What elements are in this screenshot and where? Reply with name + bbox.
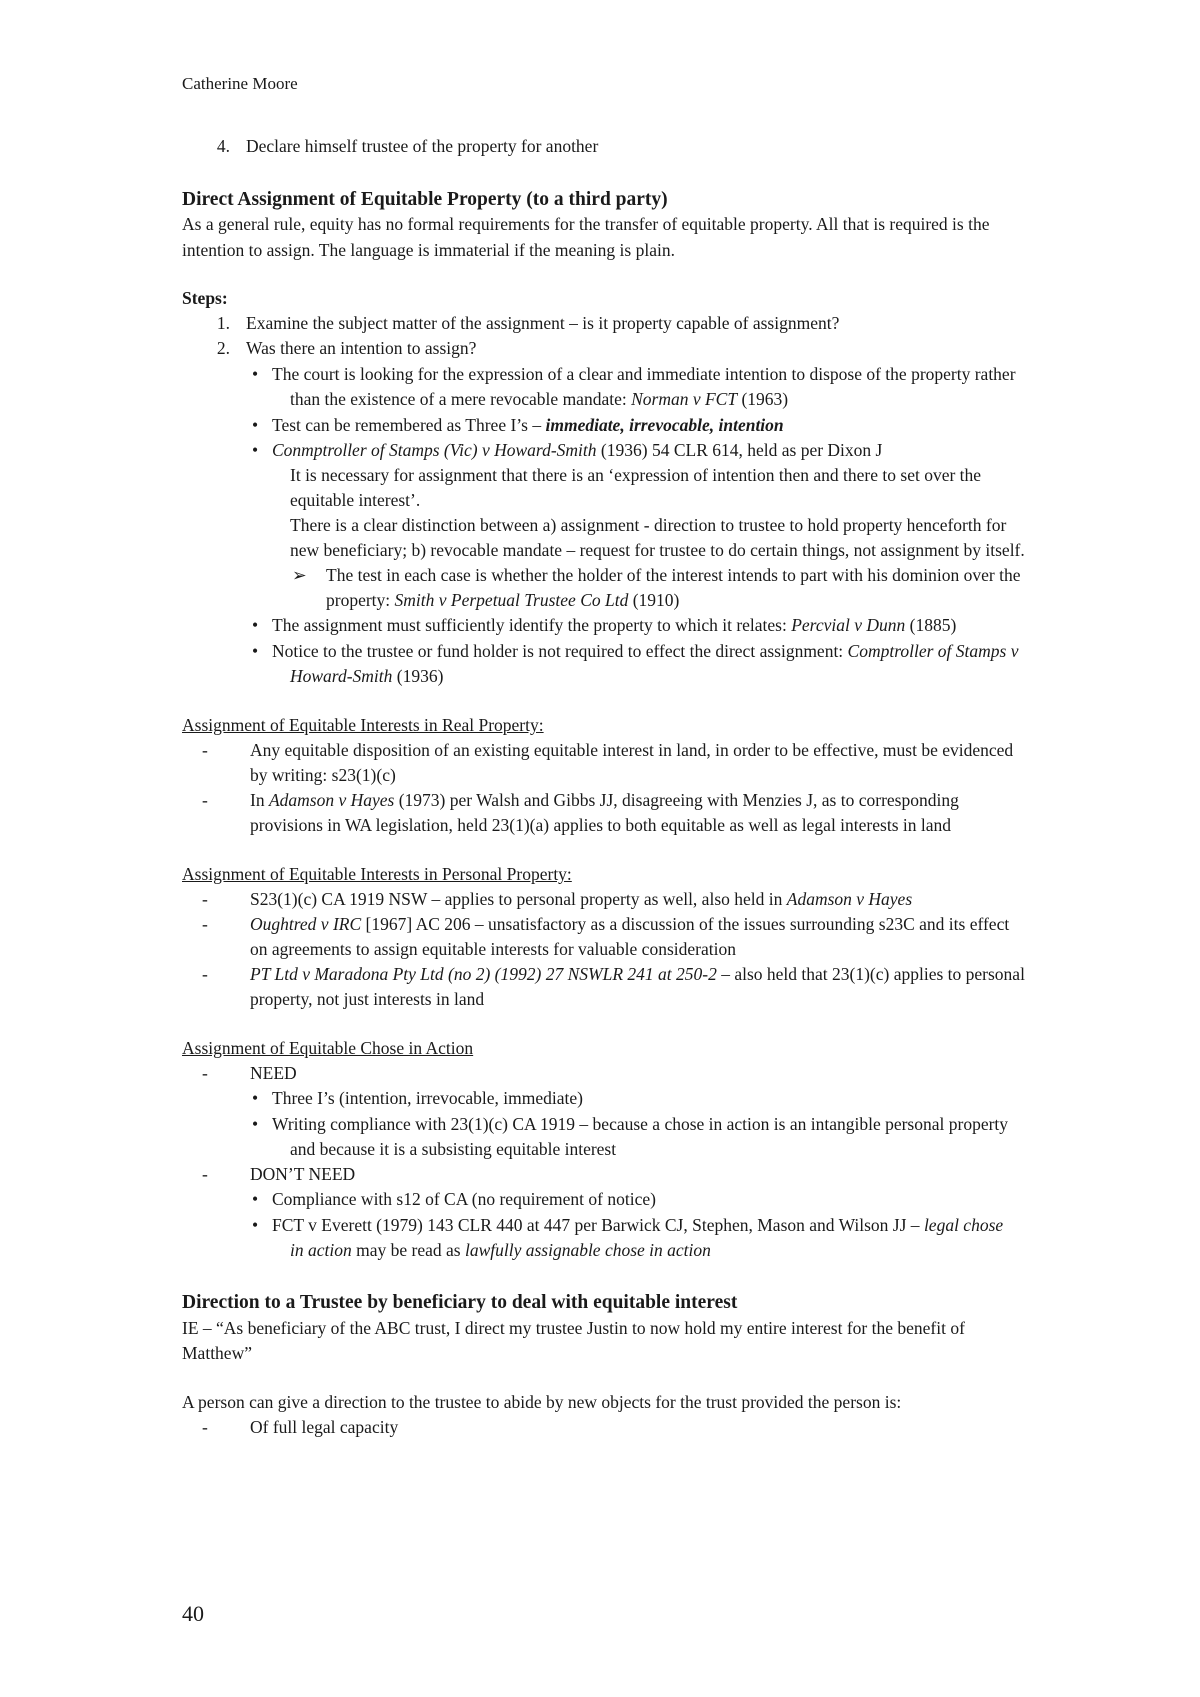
text-run: (1973) per Walsh and Gibbs JJ, disagreeing with Menzies J, as to corresponding [394, 790, 959, 810]
bullet-continuation [290, 1237, 711, 1264]
bullet-continuation: and because it is a subsisting equitable interest [290, 1139, 617, 1159]
dash-item [202, 737, 1013, 764]
emphasis-text: immediate, irrevocable, intention [545, 415, 784, 435]
case-name: Percvial v Dunn [791, 615, 906, 635]
bullet-icon: • [252, 641, 259, 661]
list-number: 1. [216, 313, 230, 333]
dash-bullet: - [202, 914, 208, 934]
paragraph-line: As a general rule, equity has no formal requirements for the transfer of equitable property. All that is required is the [182, 214, 990, 234]
dash-continuation: provisions in WA legislation, held 23(1)(a) applies to both equitable as well as legal interests in land [250, 815, 951, 835]
dash-continuation: property, not just interests in land [250, 989, 485, 1009]
dash-item [202, 961, 1025, 988]
bullet-item [252, 1186, 656, 1213]
subheading-personal-property: Assignment of Equitable Interests in Personal Property: [182, 864, 572, 884]
bullet-icon: • [252, 415, 259, 435]
bullet-continuation [290, 663, 443, 690]
case-name: Oughtred v IRC [250, 914, 362, 934]
dash-item [202, 787, 959, 814]
bullet-text: The court is looking for the expression of a clear and immediate intention to dispose of the property rather [272, 364, 1016, 384]
text-run: (1936) [392, 666, 444, 686]
page-number: 40 [182, 1601, 204, 1626]
list-item-text: Was there an intention to assign? [246, 338, 477, 358]
bullet-continuation: There is a clear distinction between a) assignment - direction to trustee to hold property henceforth for [290, 515, 1007, 535]
text-run: than the existence of a mere revocable mandate: [290, 389, 632, 409]
bullet-icon: • [252, 1114, 259, 1134]
text-run: (1910) [628, 590, 680, 610]
dash-item [202, 911, 1009, 938]
emphasis-text: legal chose [923, 1215, 1004, 1235]
text-run: (1885) [905, 615, 957, 635]
page-header-author: Catherine Moore [182, 74, 298, 93]
paragraph-line: Matthew” [182, 1343, 252, 1363]
text-run: S23(1)(c) CA 1919 NSW – applies to personal property as well, also held in [250, 889, 787, 909]
list-item-text: Declare himself trustee of the property for another [246, 136, 599, 156]
bullet-item [252, 361, 1016, 388]
step-item-1 [202, 310, 839, 337]
text-run: (1936) 54 CLR 614, held as per Dixon J [596, 440, 883, 460]
bullet-icon: • [252, 440, 259, 460]
bullet-icon: • [252, 1215, 259, 1235]
list-item-4 [202, 133, 598, 160]
bullet-icon: • [252, 364, 259, 384]
dash-bullet: - [202, 1164, 208, 1184]
list-number: 2. [216, 338, 230, 358]
text-run: [1967] AC 206 – unsatisfactory as a discussion of the issues surrounding s23C and its effect [361, 914, 1010, 934]
subheading-chose-in-action: Assignment of Equitable Chose in Action [182, 1038, 474, 1058]
dash-bullet: - [202, 889, 208, 909]
bullet-continuation [290, 386, 788, 413]
text-run: Test can be remembered as Three I’s – [272, 415, 546, 435]
bullet-icon: • [252, 615, 259, 635]
text-run: property: [326, 590, 395, 610]
dash-continuation: by writing: s23(1)(c) [250, 765, 396, 785]
steps-label: Steps: [182, 288, 228, 308]
bullet-item [252, 1085, 583, 1112]
dash-bullet: - [202, 1417, 208, 1437]
paragraph-line: A person can give a direction to the trustee to abide by new objects for the trust provided the person is: [182, 1392, 902, 1412]
dash-text: Any equitable disposition of an existing equitable interest in land, in order to be effective, must be evidenced [250, 740, 1014, 760]
paragraph-line: intention to assign. The language is immaterial if the meaning is plain. [182, 240, 675, 260]
text-run: In [250, 790, 269, 810]
text-run: Notice to the trustee or fund holder is not required to effect the direct assignment: [272, 641, 848, 661]
bullet-continuation: equitable interest’. [290, 490, 421, 510]
arrow-text: The test in each case is whether the holder of the interest intends to part with his dominion over the [326, 565, 1021, 585]
dash-text: Of full legal capacity [250, 1417, 399, 1437]
bullet-item [252, 638, 1019, 665]
text-run: – also held that 23(1)(c) applies to personal [716, 964, 1025, 984]
text-run: (1963) [737, 389, 789, 409]
dash-text: NEED [250, 1063, 297, 1083]
bullet-continuation: new beneficiary; b) revocable mandate – request for trustee to do certain things, not assignment by itself. [290, 540, 1025, 560]
dash-bullet: - [202, 740, 208, 760]
bullet-item [252, 1111, 1008, 1138]
subheading-real-property: Assignment of Equitable Interests in Real Property: [182, 715, 544, 735]
arrow-item [292, 562, 1020, 589]
case-name: Conmptroller of Stamps (Vic) v Howard-Smith [272, 440, 597, 460]
dash-item [202, 886, 912, 913]
paragraph-line: IE – “As beneficiary of the ABC trust, I direct my trustee Justin to now hold my entire interest for the benefit of [182, 1318, 965, 1338]
case-name: Adamson v Hayes [268, 790, 395, 810]
bullet-item [252, 437, 882, 464]
emphasis-text: in action [290, 1240, 352, 1260]
bullet-text: Writing compliance with 23(1)(c) CA 1919 – because a chose in action is an intangible personal property [272, 1114, 1009, 1134]
bullet-text: Compliance with s12 of CA (no requirement of notice) [272, 1189, 656, 1209]
bullet-icon: • [252, 1088, 259, 1108]
case-name: PT Ltd v Maradona Pty Ltd (no 2) (1992) 27 NSWLR 241 at 250-2 [250, 964, 717, 984]
arrow-continuation [326, 587, 679, 614]
dash-bullet: - [202, 964, 208, 984]
dash-item [202, 1161, 355, 1188]
dash-item [202, 1414, 398, 1441]
bullet-text: Three I’s (intention, irrevocable, immediate) [272, 1088, 583, 1108]
emphasis-text: lawfully assignable chose in action [464, 1240, 711, 1260]
bullet-icon: • [252, 1189, 259, 1209]
text-run: The assignment must sufficiently identify the property to which it relates: [272, 615, 792, 635]
list-number: 4. [216, 136, 230, 156]
bullet-item [252, 612, 956, 639]
case-name: Smith v Perpetual Trustee Co Ltd [394, 590, 629, 610]
dash-bullet: - [202, 790, 208, 810]
case-name: Adamson v Hayes [786, 889, 913, 909]
case-name: Comptroller of Stamps v [847, 641, 1019, 661]
text-run: FCT v Everett (1979) 143 CLR 440 at 447 per Barwick CJ, Stephen, Mason and Wilson JJ – [272, 1215, 924, 1235]
bullet-continuation: It is necessary for assignment that there is an ‘expression of intention then and there to set over the [290, 465, 982, 485]
step-item-2 [202, 335, 476, 362]
dash-text: DON’T NEED [250, 1164, 356, 1184]
text-run: may be read as [351, 1240, 465, 1260]
arrow-bullet-icon: ➢ [292, 565, 307, 585]
section-heading-direction-to-trustee: Direction to a Trustee by beneficiary to deal with equitable interest [182, 1292, 738, 1313]
dash-item [202, 1060, 297, 1087]
section-heading-direct-assignment: Direct Assignment of Equitable Property (to a third party) [182, 189, 668, 210]
case-name: Norman v FCT [631, 389, 738, 409]
list-item-text: Examine the subject matter of the assignment – is it property capable of assignment? [246, 313, 840, 333]
dash-bullet: - [202, 1063, 208, 1083]
bullet-item [252, 1212, 1003, 1239]
dash-continuation: on agreements to assign equitable interests for valuable consideration [250, 939, 736, 959]
case-name: Howard-Smith [290, 666, 393, 686]
bullet-item [252, 412, 784, 439]
